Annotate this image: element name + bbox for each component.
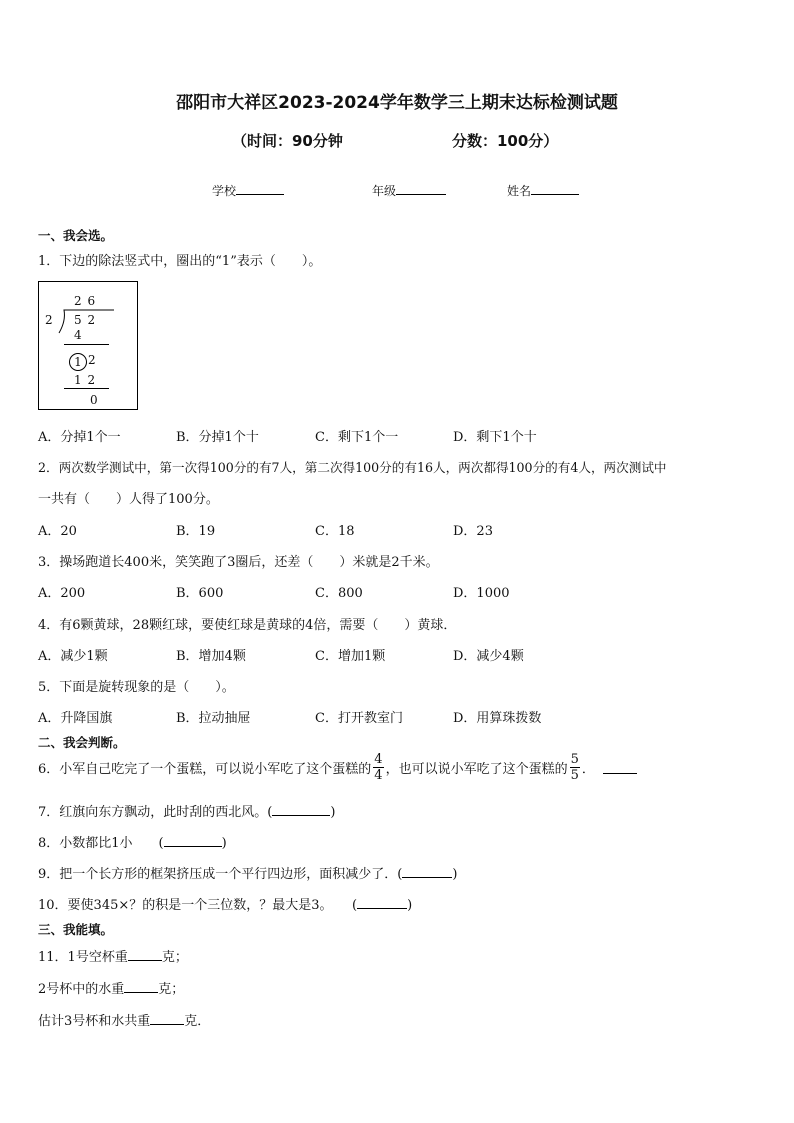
question-6 xyxy=(38,752,637,783)
q11-line3-unit: 克． xyxy=(184,1014,211,1029)
q7-text: 7．红旗向东方飘动，此时刮的西北风。( xyxy=(38,805,273,820)
exam-score: 分数：100分） xyxy=(452,132,559,150)
q11-blank-2[interactable] xyxy=(124,981,158,993)
q11-line3-text: 估计3号杯和水共重 xyxy=(38,1014,151,1029)
question-9 xyxy=(38,863,457,882)
q6-answer-blank[interactable] xyxy=(603,762,637,774)
division-remainder: 0 xyxy=(90,393,98,407)
question-5: 5．下面是旋转现象的是（ ）。 xyxy=(38,680,235,695)
q10-close: ) xyxy=(407,898,413,913)
q3-option-a[interactable]: A．200 xyxy=(38,586,86,601)
exam-time: （时间：90分钟 xyxy=(232,132,343,150)
name-label: 姓名 xyxy=(507,184,532,198)
question-2-line-2: 一共有（ ）人得了100分。 xyxy=(38,492,219,507)
division-dividend: 5 2 xyxy=(74,313,97,327)
question-7 xyxy=(38,801,335,820)
division-line-2 xyxy=(64,388,109,389)
circled-digit: 1 xyxy=(69,353,87,371)
name-blank[interactable] xyxy=(531,182,579,195)
question-11-line-2 xyxy=(38,978,184,997)
q4-option-b[interactable]: B．增加4颗 xyxy=(176,649,246,664)
q4-option-c[interactable]: C．增加1颗 xyxy=(315,649,386,664)
school-blank[interactable] xyxy=(236,182,284,195)
long-division-figure xyxy=(38,281,138,410)
section-2-heading: 二、我会判断。 xyxy=(38,735,126,750)
q2-option-a[interactable]: A．20 xyxy=(38,524,77,539)
q5-option-a[interactable]: A．升降国旗 xyxy=(38,711,113,726)
school-field[interactable] xyxy=(212,182,284,199)
q8-close: ) xyxy=(221,836,227,851)
q1-option-c[interactable]: C．剩下1个一 xyxy=(315,430,399,445)
question-2-line-1: 2．两次数学测试中，第一次得100分的有7人，第二次得100分的有16人，两次都得100分的有4人，两次测试中 xyxy=(38,460,667,475)
q6-text-1: 6．小军自己吃完了一个蛋糕，可以说小军吃了这个蛋糕的 xyxy=(38,762,372,777)
grade-label: 年级 xyxy=(372,184,397,198)
page-title: 邵阳市大祥区2023-2024学年数学三上期末达标检测试题 xyxy=(176,93,618,113)
frac1-numerator: 4 xyxy=(374,752,383,767)
q6-text-3: ． xyxy=(581,762,595,777)
school-label: 学校 xyxy=(212,184,237,198)
q11-line1-text: 11．1号空杯重 xyxy=(38,950,128,965)
q8-answer-blank[interactable] xyxy=(164,835,222,847)
q11-line1-unit: 克； xyxy=(161,950,188,965)
question-1: 1．下边的除法竖式中，圈出的“1”表示（ ）。 xyxy=(38,254,322,269)
frac2-numerator: 5 xyxy=(570,752,579,767)
question-3: 3．操场跑道长400米，笑笑跑了3圈后，还差（ ）米就是2千米。 xyxy=(38,555,439,570)
q1-option-a[interactable]: A．分掉1个一 xyxy=(38,430,121,445)
section-3-heading: 三、我能填。 xyxy=(38,922,114,937)
question-4: 4．有6颗黄球，28颗红球，要使红球是黄球的4倍，需要（ ）黄球． xyxy=(38,618,457,633)
q10-answer-blank[interactable] xyxy=(357,897,407,909)
q11-blank-3[interactable] xyxy=(150,1013,184,1025)
q2-option-d[interactable]: D．23 xyxy=(453,524,493,539)
q7-close: ) xyxy=(330,805,336,820)
q4-option-a[interactable]: A．减少1颗 xyxy=(38,649,108,664)
question-11-line-1 xyxy=(38,946,188,965)
q6-text-2: ，也可以说小军吃了这个蛋糕的 xyxy=(385,762,568,777)
question-11-line-3 xyxy=(38,1010,210,1029)
q5-option-b[interactable]: B．拉动抽屉 xyxy=(176,711,251,726)
name-field[interactable] xyxy=(507,182,579,199)
question-10 xyxy=(38,894,412,913)
division-line-1 xyxy=(64,344,109,345)
q9-answer-blank[interactable] xyxy=(402,866,452,878)
q1-option-b[interactable]: B．分掉1个十 xyxy=(176,430,259,445)
q3-option-c[interactable]: C．800 xyxy=(315,586,363,601)
q10-text: 10．要使345×？的积是一个三位数，？最大是3。 ( xyxy=(38,898,358,913)
q2-option-c[interactable]: C．18 xyxy=(315,524,355,539)
q4-option-d[interactable]: D．减少4颗 xyxy=(453,649,524,664)
division-step-2-rest: 2 xyxy=(88,353,96,367)
division-divisor: 2 xyxy=(45,313,53,327)
q5-option-d[interactable]: D．用算珠拨数 xyxy=(453,711,542,726)
fraction-four-fourths xyxy=(373,752,383,783)
q5-option-c[interactable]: C．打开教室门 xyxy=(315,711,403,726)
division-quotient: 2 6 xyxy=(74,294,97,308)
frac1-denominator: 4 xyxy=(374,768,383,783)
division-step-3: 1 2 xyxy=(74,373,97,387)
section-1-heading: 一、我会选。 xyxy=(38,228,114,243)
grade-blank[interactable] xyxy=(396,182,446,195)
frac2-denominator: 5 xyxy=(570,768,579,783)
q1-option-d[interactable]: D．剩下1个十 xyxy=(453,430,537,445)
question-8 xyxy=(38,832,227,851)
q11-line2-unit: 克； xyxy=(158,982,185,997)
q9-text: 9．把一个长方形的框架挤压成一个平行四边形，面积减少了．( xyxy=(38,867,403,882)
q7-answer-blank[interactable] xyxy=(272,804,330,816)
q9-close: ) xyxy=(452,867,458,882)
grade-field[interactable] xyxy=(372,182,446,199)
division-step-1: 4 xyxy=(74,328,82,342)
q11-blank-1[interactable] xyxy=(128,949,162,961)
q3-option-d[interactable]: D．1000 xyxy=(453,586,510,601)
q8-text: 8．小数都比1小 ( xyxy=(38,836,164,851)
fraction-five-fifths xyxy=(570,752,580,783)
q11-line2-text: 2号杯中的水重 xyxy=(38,982,125,997)
q3-option-b[interactable]: B．600 xyxy=(176,586,224,601)
q2-option-b[interactable]: B．19 xyxy=(176,524,216,539)
